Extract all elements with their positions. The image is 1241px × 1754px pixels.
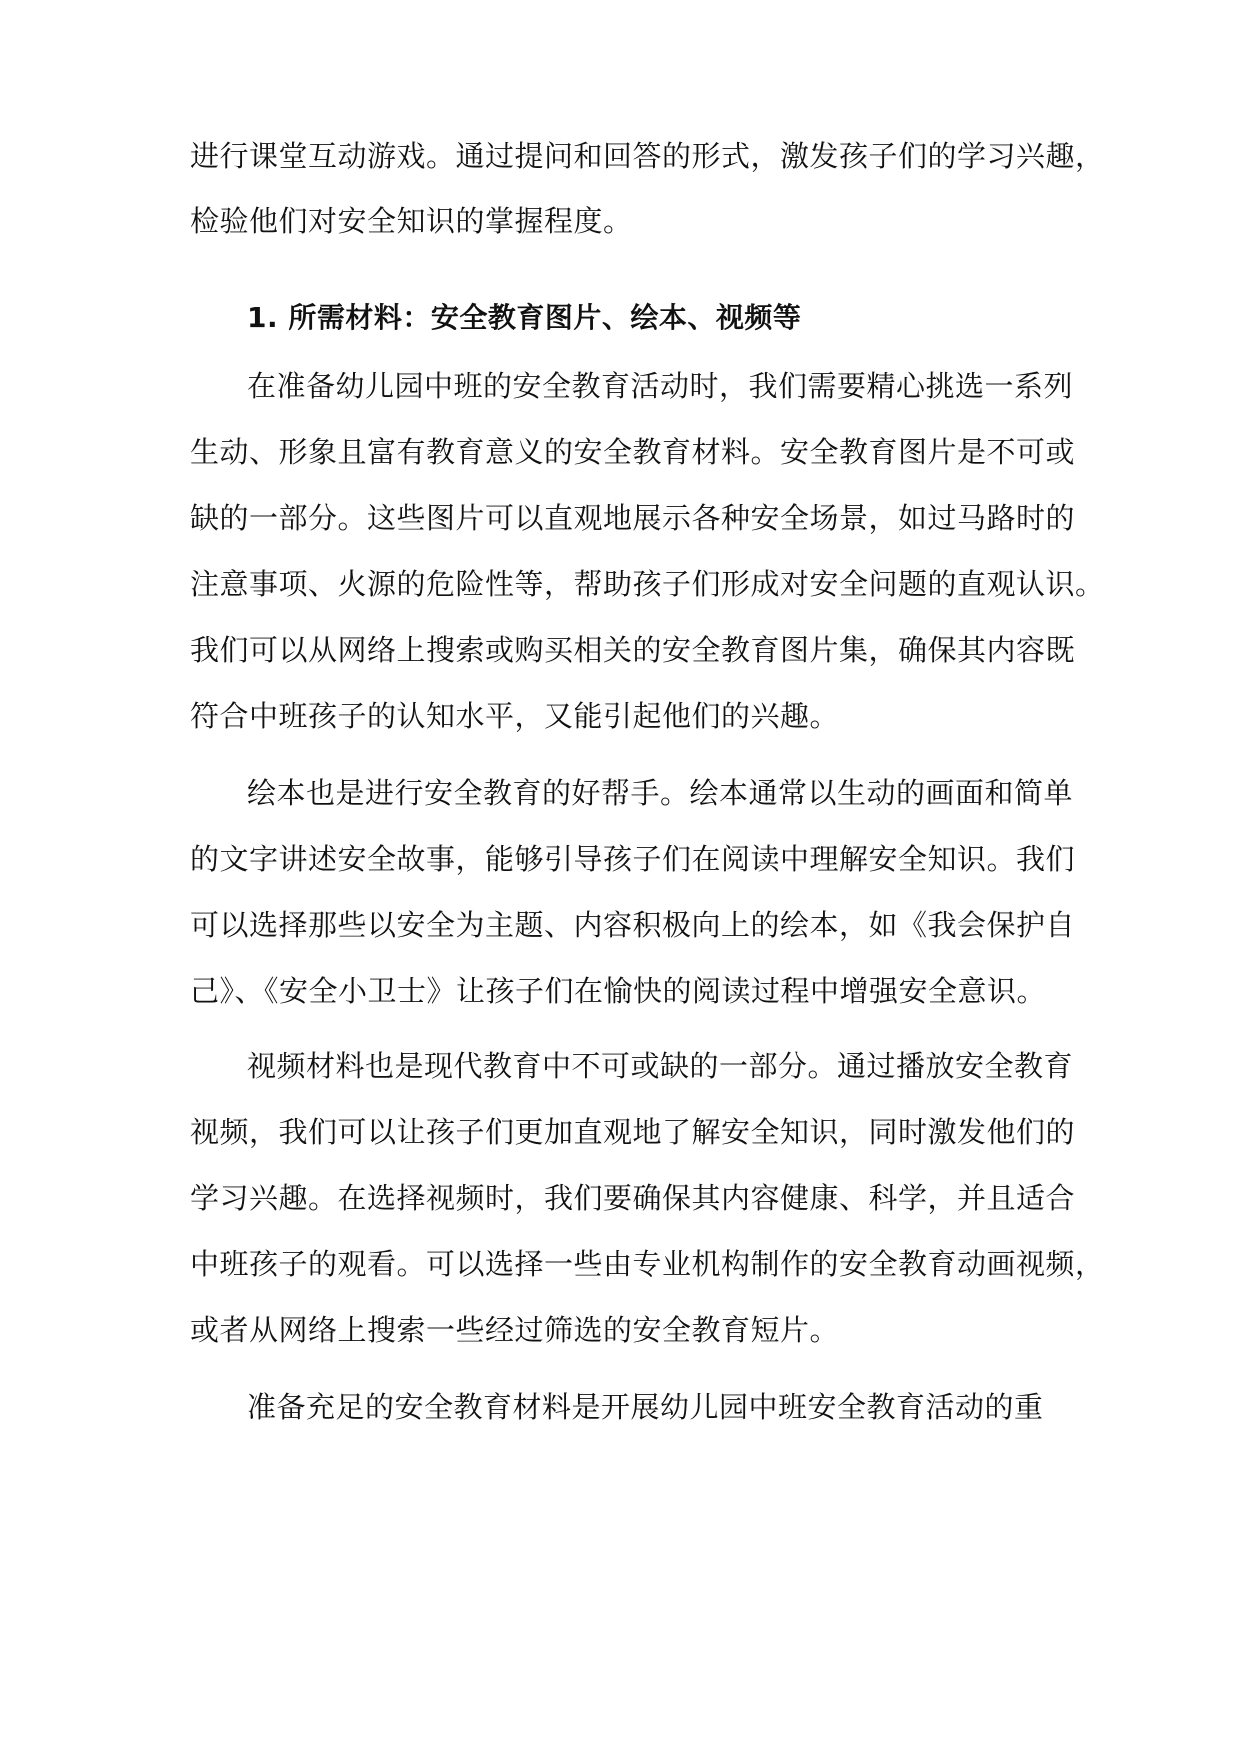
intro-line-2: 检验他们对安全知识的掌握程度。 (190, 204, 633, 238)
paragraph-4-line-1: 准备充足的安全教育材料是开展幼儿园中班安全教育活动的重 (247, 1390, 1044, 1424)
paragraph-3-line-5: 或者从网络上搜索一些经过筛选的安全教育短片。 (190, 1313, 840, 1347)
paragraph-2-line-2: 的文字讲述安全故事，能够引导孩子们在阅读中理解安全知识。我们 (190, 842, 1076, 876)
paragraph-1-line-6: 符合中班孩子的认知水平，又能引起他们的兴趣。 (190, 699, 840, 733)
paragraph-1-line-3: 缺的一部分。这些图片可以直观地展示各种安全场景，如过马路时的 (190, 501, 1076, 535)
paragraph-1-line-1: 在准备幼儿园中班的安全教育活动时，我们需要精心挑选一系列 (247, 369, 1074, 403)
paragraph-3-line-4: 中班孩子的观看。可以选择一些由专业机构制作的安全教育动画视频， (190, 1247, 1105, 1281)
paragraph-2-line-1: 绘本也是进行安全教育的好帮手。绘本通常以生动的画面和简单 (247, 776, 1074, 810)
paragraph-1-line-4: 注意事项、火源的危险性等，帮助孩子们形成对安全问题的直观认识。 (190, 567, 1105, 601)
paragraph-3-line-3: 学习兴趣。在选择视频时，我们要确保其内容健康、科学，并且适合 (190, 1181, 1076, 1215)
paragraph-2-line-4: 己》、《安全小卫士》让孩子们在愉快的阅读过程中增强安全意识。 (190, 974, 1047, 1008)
paragraph-2-line-3: 可以选择那些以安全为主题、内容积极向上的绘本，如《我会保护自 (190, 908, 1076, 942)
paragraph-1-line-5: 我们可以从网络上搜索或购买相关的安全教育图片集，确保其内容既 (190, 633, 1076, 667)
paragraph-1-line-2: 生动、形象且富有教育意义的安全教育材料。安全教育图片是不可或 (190, 435, 1076, 469)
paragraph-3-line-1: 视频材料也是现代教育中不可或缺的一部分。通过播放安全教育 (247, 1049, 1074, 1083)
paragraph-3-line-2: 视频，我们可以让孩子们更加直观地了解安全知识，同时激发他们的 (190, 1115, 1076, 1149)
section-heading: 1. 所需材料：安全教育图片、绘本、视频等 (247, 301, 802, 334)
intro-line-1: 进行课堂互动游戏。通过提问和回答的形式，激发孩子们的学习兴趣， (190, 139, 1105, 173)
